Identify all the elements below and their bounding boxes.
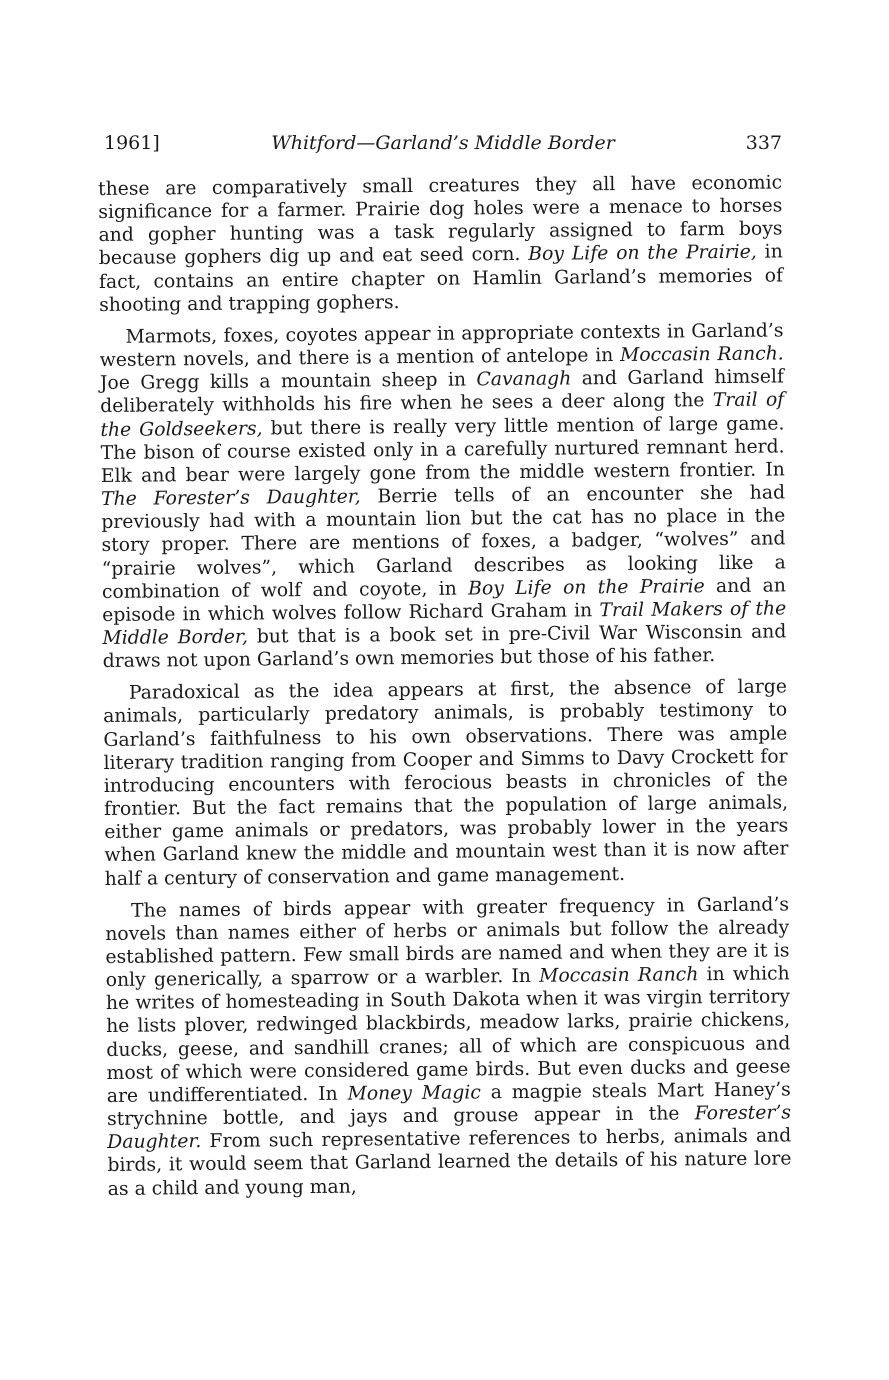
text-segment: Marmots, foxes, coyotes appear in appropriate contexts in Garland’s western novels, and there is a mention of antelope in xyxy=(99,320,784,372)
text-segment: The names of birds appear with greater frequency in Garland’s novels than names either of herbs or animals but follow the already established pattern. Few small birds are named and when they are it is only generically, a sparrow or a warbler. In xyxy=(105,894,790,992)
text-segment: in fact, contains an entire chapter on Hamlin Garland’s memories of shooting and trapping gophers. xyxy=(98,241,784,316)
text-segment: and Garland himself deliberately withholds his fire when he sees a deer along the xyxy=(100,366,785,418)
italic-title-text: Cavanagh xyxy=(476,368,572,391)
paragraph xyxy=(103,676,789,891)
text-segment: these are comparatively small creatures they all have economic significance for a farmer. Prairie dog holes were a menace to horses and gopher hunting was a task regularly assigned to farm boys because gophers dig up and eat seed corn. xyxy=(98,172,783,270)
italic-title-text: Boy Life on the Prairie xyxy=(468,575,705,600)
text-segment: a magpie steals Mart Haney’s strychnine bottle, and jays and grouse appear in the xyxy=(106,1079,791,1131)
text-segment: but that is a book set in pre-Civil War Wisconsin and draws not upon Garland’s own memories but those of his father. xyxy=(102,621,787,673)
text-segment: Joe Gregg kills a mountain sheep in xyxy=(99,369,477,395)
running-header xyxy=(104,128,782,158)
italic-title-text: Money Magic xyxy=(347,1082,481,1105)
text-segment: in which he writes of homesteading in South Dakota when it was virgin territory he lists plover, redwinged blackbirds, meadow larks, prairie chickens, ducks, geese, and sandhill cranes; all of which are conspicuous and most of which were considered game birds. But even ducks and geese are undifferentiated. In xyxy=(105,963,791,1107)
header-running-title: Whitford—Garland’s Middle Border xyxy=(271,132,615,154)
paragraph xyxy=(99,319,786,673)
text-segment: From such representative references to herbs, animals and birds, it would seem that Garland learned the details of his nature lore as a child and young man, xyxy=(107,1125,792,1200)
italic-title-text: Moccasin Ranch. xyxy=(619,343,784,367)
italic-title-text: Trail of the Goldseekers, xyxy=(100,389,785,441)
page-number: 337 xyxy=(745,132,782,154)
text-segment: and an episode in which wolves follow Richard Graham in xyxy=(102,575,787,626)
italic-title-text: The Forester’s Daughter, xyxy=(100,486,361,511)
body-text xyxy=(98,171,792,1209)
italic-title-text: Trail Makers of the Middle Border, xyxy=(102,598,787,649)
italic-title-text: Boy Life on the Prairie, xyxy=(528,242,757,266)
italic-title-text: Moccasin Ranch xyxy=(539,964,699,987)
header-year: 1961] xyxy=(104,132,160,154)
paragraph xyxy=(98,171,783,316)
text-segment: Berrie tells of an encounter she had previously had with a mountain lion but the cat has no place in the story proper. There are mentions of foxes, a badger, “wolves” and “prairie wolves”, which Garland describes as looking like a combination of wolf and coyote, in xyxy=(101,482,786,603)
paragraph xyxy=(105,893,792,1201)
italic-title-text: Forester’s Daughter. xyxy=(107,1102,792,1154)
text-segment: Paradoxical as the idea appears at first, the absence of large animals, particularly predatory animals, is probably testimony to Garland’s faithfulness to his own observations. There was ample literary tradition ranging from Cooper and Simms to Davy Crockett for introducing encounters with ferocious beasts in chronicles of the frontier. But the fact remains that the population of large animals, either game animals or predators, was probably lower in the years when Garland knew the middle and mountain west than it is now after half a century of conservation and game management. xyxy=(103,676,789,890)
text-segment: but there is really very little mention of large game. The bison of course existed only in a carefully nurtured remnant herd. Elk and bear were largely gone from the middle western frontier. In xyxy=(100,412,785,487)
